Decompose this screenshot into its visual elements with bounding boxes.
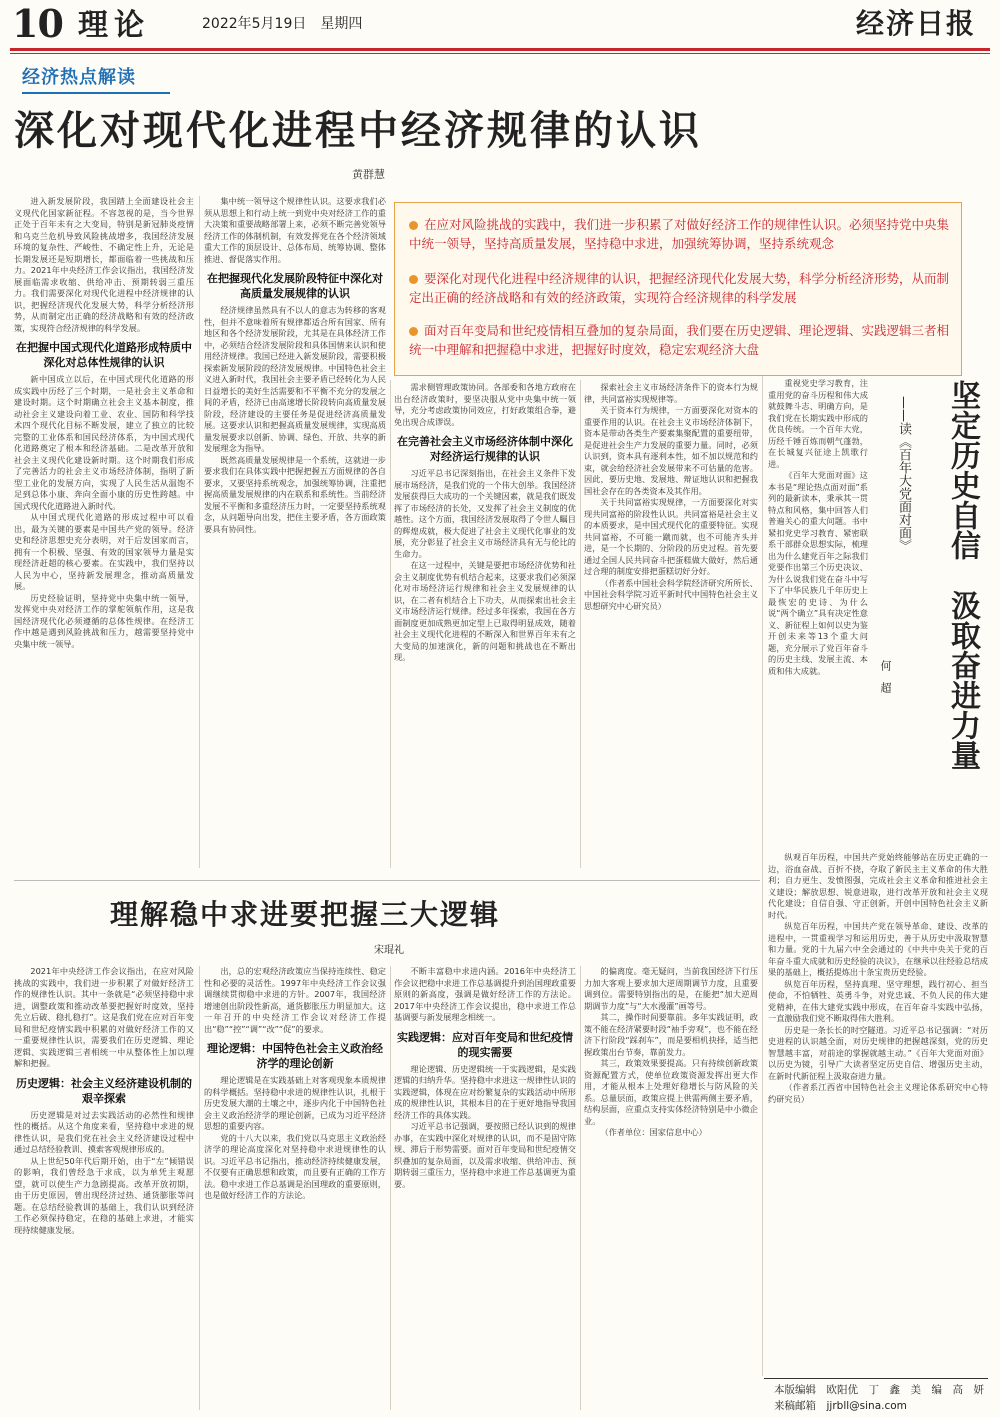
- paragraph: 的偏离度。毫无疑问，当前我国经济下行压力加大客观上要求加大逆周期调节力度，且重要调到位。需要特别指出的是，在能把“加大逆周期调节力度”与“大水漫灌”画等号。: [584, 966, 758, 1011]
- article2-column-2: [204, 966, 386, 1410]
- paragraph: 历史逻辑是对过去实践活动的必然性和规律性的概括。从这个角度来看，坚持稳中求进的规律性认识，是我们党在社会主义经济建设过程中通过总结经验教训、摸索客观规律形成的。: [14, 1109, 194, 1154]
- paragraph: 其二，操作时间要靠前。多年实践证明，政策不能在经济紧要时段“袖手旁观”，也不能在经济下行阶段“踩刹车”，而是要相机抉择，适当把握政策出台节奏，靠前发力。: [584, 1012, 758, 1057]
- paragraph: 经济规律虽然具有不以人的意志为转移的客观性，但并不意味着所有规律都适合所有国家、所有地区和各个经济发展阶段，尤其是在具体经济工作中，必须结合经济发展阶段和具体国情来认识和使用经济规律。我国已经进入新发展阶段，需要积极探索新发展阶段的经济发展规律。中国特色社会主义进入新时代，我国社会主要矛盾已经转化为人民日益增长的美好生活需要和不平衡不充分的发展之间的矛盾，经济已由高速增长阶段转向高质量发展阶段，经济建设的主要任务是促进经济高质量发展。这要求认识和把握高质量发展规律，实现高质量发展要求以创新、协调、绿色、开放、共享的新发展理念为指导。: [204, 305, 386, 453]
- author-note: （作者系江西省中国特色社会主义理论体系研究中心特约研究员）: [768, 1082, 988, 1104]
- subheading: 在完善社会主义市场经济体制中深化对经济运行规律的认识: [397, 435, 573, 463]
- article-author: 宋琨礼: [374, 945, 404, 956]
- paragraph: 既然高质量发展规律是一个系统，这就进一步要求我们在具体实践中把握把握五方面规律的各自要求，又要坚持系统观念，加强统筹协调，注重把握高质量发展规律的内在联系和系统性。当前经济发展不平衡和多重经济压力时，一定要坚持系统观念，从问题导向出发，把住主要矛盾，各方面政策要具有协同性。: [204, 454, 386, 534]
- paragraph: 习近平总书记强调，要按照已经认识到的规律办事，在实践中深化对规律的认识，而不是固守陈规、滞后于形势需要。面对百年变局和世纪疫情交织叠加的复杂局面，以及需求收缩、供给冲击、预期转弱三重压力，坚持稳中求进工作总基调更为重要。: [394, 1121, 576, 1189]
- paragraph: 关于资本行为规律，一方面要深化对资本的重要作用的认识。在社会主义市场经济体制下，资本是带动各类生产要素集聚配置的重要纽带，是促进社会生产力发展的重要力量。同时，必须认识到，资本具有逐利本性，如不加以规范和约束，就会给经济社会发展带来不可估量的危害。因此，要历史地、发展地、辩证地认识和把握我国社会存在的各类资本及其作用。: [584, 405, 758, 496]
- subheading: 在把握现代化发展阶段特征中深化对高质量发展规律的认识: [207, 272, 383, 300]
- paragraph: 不断丰富稳中求进内涵。2016年中央经济工作会议把稳中求进工作总基调提升到治国理政重要原则的新高度，强调是做好经济工作的方法论。2017年中央经济工作会议提出，稳中求进工作总基调要与新发展理念相统一。: [394, 966, 576, 1022]
- column-divider: [580, 966, 581, 1410]
- paragraph: 理论逻辑、历史逻辑统一于实践逻辑，是实践逻辑的归纳升华。坚持稳中求进这一规律性认识的实践逻辑，体现在应对纷繁复杂的实践活动中所形成的规律性认识，其根本目的在于更好地指导我国经济工作的具体实践。: [394, 1063, 576, 1120]
- bullet-icon: [409, 327, 418, 336]
- paragraph: 纵览百年历程，中国共产党在领导革命、建设、改革的进程中，一贯重视学习和运用历史，善于从历史中汲取智慧和力量。党的十九届六中全会通过的《中共中央关于党的百年奋斗重大成就和历史经验的决议》，在继承以往经验总结成果的基础上，概括提炼出十条宝贵历史经验。: [768, 921, 988, 977]
- paragraph: 其三，政策效果要提高。只有持续创新政策资源配置方式，使单位政策资源发挥出更大作用，才能从根本上处理好稳增长与防风险的关系。总量层面，政策应提上供需两侧主要矛盾，结构层面，应重点支持实体经济特别是中小微企业。: [584, 1058, 758, 1126]
- highlight-text: 要深化对现代化进程中经济规律的认识，把握经济现代化发展大势，科学分析经济形势，从而制定出正确的经济战略和有效的经济政策，实现符合经济规律的科学发展: [409, 271, 950, 305]
- newspaper-logo: 经济日报: [855, 7, 976, 40]
- sidebar-subtitle: ——读《百年大党面对面》: [896, 396, 911, 552]
- bullet-icon: [409, 221, 418, 230]
- article2-column-4: [584, 966, 758, 1410]
- paragraph: 历史经验证明，坚持党中央集中统一领导，发挥党中央对经济工作的掌舵领航作用，这是我国经济现代化必须遵循的总体性规律。在经济工作中越是遇到风险挑战和压力，越需要坚持党中央集中统一领导。: [14, 592, 194, 649]
- sidebar-column-bottom: [768, 852, 988, 1376]
- author-note: （作者单位：国家信息中心）: [600, 1127, 707, 1137]
- highlight-text: 面对百年变局和世纪疫情相互叠加的复杂局面，我们要在历史逻辑、理论逻辑、实践逻辑三者相统一中理解和把握稳中求进，把握好时度效，稳定宏观经济大盘: [409, 323, 950, 357]
- sidebar-title: 坚定历史自信 汲取奋进力量: [945, 380, 980, 770]
- article1-column-3: [394, 382, 576, 868]
- paragraph: 党的十八大以来，我们党以马克思主义政治经济学的理论高度深化对坚持稳中求进规律性的认识。习近平总书记指出，推动经济持续健康发展，不仅要有正确思想和政策，而且要有正确的工作方法。稳中求进工作总基调是治国理政的重要原则，也是做好经济工作的方法论。: [204, 1132, 386, 1200]
- column-tag-underline: [22, 92, 170, 94]
- paragraph: 在这一过程中，关键是要把市场经济优势和社会主义制度优势有机结合起来，这要求我们必须深化对市场经济运行规律和社会主义发展规律的认识，在二者有机结合上下功夫，从而探索出社会主义市场经济运行规律。经过多年探索，我国在各方面制度更加成熟更加定型上已取得明显成效，随着社会主义现代化进程的不断深入和世界百年未有之大变局的加速演化，新的问题和挑战也在不断出现。: [394, 560, 576, 662]
- editor-credits: 本版编辑 欧阳优 丁 鑫 美 编 高 妍: [774, 1384, 984, 1396]
- paragraph: 需求侧管理政策协同。各部委和各地方政府在出台经济政策时，要坚决服从党中央集中统一领导，充分考虑政策协同效应，打好政策组合拳，避免出现合成谬误。: [394, 382, 576, 427]
- highlight-2: [409, 269, 949, 307]
- header-rule-thin: [10, 53, 990, 54]
- sidebar-author: 何 超: [879, 660, 892, 693]
- article1-column-2: [204, 196, 386, 868]
- paragraph: 纵览百年历程，坚持真理、坚守理想，践行初心、担当使命，不怕牺牲、英勇斗争，对党忠诚、不负人民的伟大建党精神，在伟大建党实践中形成，在百年奋斗实践中弘扬，一直激励我们党不断取得伟大胜利。: [768, 978, 988, 1023]
- column-divider: [199, 966, 200, 1410]
- highlight-3: [409, 321, 949, 359]
- paragraph: 从中国式现代化道路的形成过程中可以看出，最为关键的要素是中国共产党的领导。经济史和经济思想史充分表明，对于后发国家而言，拥有一个积极、坚强、有效的国家领导力量是实现经济赶超的核心要素。在实践中，我们坚持以人民为中心，坚持新发展理念，推动高质量发展。: [14, 512, 194, 591]
- paragraph: 探索社会主义市场经济条件下的资本行为规律，共同富裕实现规律等。: [584, 382, 758, 404]
- subheading: 历史逻辑：社会主义经济建设机制的艰辛探索: [16, 1076, 192, 1105]
- paragraph: 理论逻辑是在实践基础上对客观现象本质规律的科学概括。坚持稳中求进的规律性认识，扎根于历史发展大潮的土壤之中，逐步内化于中国特色社会主义政治经济学的理论创新，已成为习近平经济思想的重要内容。: [204, 1075, 386, 1131]
- footer-rule: [764, 1378, 988, 1379]
- article-title: 深化对现代化进程中经济规律的认识: [14, 107, 702, 154]
- paragraph: 2021年中央经济工作会议指出，在应对风险挑战的实践中，我们进一步积累了对做好经济工作的规律性认识。其中一条就是“必须坚持稳中求进，调整政策和推动改革要把握好时度效，坚持先立后破、稳扎稳打”。这是我们党在应对百年变局和世纪疫情实践中积累的对做好经济工作的又一重要规律性认识，需要我们在历史逻辑、理论逻辑、实践逻辑三者相统一中从整体性上加以理解和把握。: [14, 966, 194, 1068]
- paragraph: 从上世纪50年代后期开始，由于“左”倾错误的影响，我们曾经急于求成，以为单凭主观愿望，就可以使生产力急剧提高。改革开放初期，由于历史原因，曾出现经济过热、通货膨胀等问题。在总结经验教训的基础上，我们认识到经济工作必须保持稳定，在稳的基础上求进，才能实现持续健康发展。: [14, 1155, 194, 1235]
- header-rule: [10, 48, 990, 51]
- contact-email[interactable]: 来稿邮箱 jjrbll@sina.com: [774, 1400, 907, 1412]
- paragraph: 历史是一条长长的时空隧道。习近平总书记强调：“对历史进程的认识越全面，对历史规律的把握越深刻，党的历史智慧越丰富，对前途的掌握就越主动。”《百年大党面对面》以历史为镜，引导广大读者坚定历史自信、增强历史主动，在新时代新征程上汲取奋进力量。: [768, 1024, 988, 1081]
- paragraph: 习近平总书记深刻指出，在社会主义条件下发展市场经济，是我们党的一个伟大创举。我国经济发展获得巨大成功的一个关键因素，就是我们既发挥了市场经济的长处，又发挥了社会主义制度的优越性。这个方面，我国经济发展取得了令世人瞩目的辉煌成就，极大促进了社会主义现代化事业的发展，充分彰显了社会主义市场经济具有无与伦比的生命力。: [394, 468, 576, 559]
- article1-column-1: [14, 196, 194, 868]
- column-tag: 经济热点解读: [22, 67, 136, 88]
- subheading: 理论逻辑：中国特色社会主义政治经济学的理论创新: [207, 1042, 383, 1070]
- sidebar-column-top: [768, 378, 868, 848]
- highlights-box: [394, 202, 962, 376]
- article2-column-3: [394, 966, 576, 1410]
- article-title: 理解稳中求进要把握三大逻辑: [110, 898, 501, 931]
- column-divider: [390, 966, 391, 1410]
- section-name: 理论: [78, 8, 150, 43]
- article1-column-4: [584, 382, 758, 868]
- author-note: （作者系中国社会科学院经济研究所所长、中国社会科学院习近平新时代中国特色社会主义思想研究中心研究员）: [584, 577, 758, 611]
- subheading: 在把握中国式现代化道路形成特质中深化对总体性规律的认识: [16, 341, 192, 369]
- highlight-1: [409, 215, 949, 253]
- paragraph: 《百年大党面对面》这本书是“理论热点面对面”系列的最新读本，秉承其一贯特点和风格，集中回答人们普遍关心的重大问题。书中紧扣党史学习教育、紧密联系干部群众思想实际，梳理出为什么建党百年之际我们党要作出第三个历史决议、为什么说我们党在奋斗中写下了中华民族几千年历史上最恢宏的史诗、为什么说“两个确立”具有决定性意义、新征程上如何以史为鉴开创未来等13个重大问题，充分展示了党百年奋斗的历史主线、发展主流、本质和伟大成就。: [768, 470, 868, 676]
- column-divider: [580, 380, 581, 868]
- paragraph: 集中统一领导这个规律性认识。这要求我们必须从思想上和行动上统一到党中央对经济工作的重大决策和重要战略部署上来，必须不断完善党领导经济工作的体制机制，有效发挥党在各个经济领域重大工作的顶层设计、总体布局、统筹协调、整体推进、督促落实作用。: [204, 196, 386, 264]
- column-divider: [390, 380, 391, 868]
- subheading: 实践逻辑：应对百年变局和世纪疫情的现实需要: [397, 1030, 573, 1059]
- highlight-text: 在应对风险挑战的实践中，我们进一步积累了对做好经济工作的规律性认识。必须坚持党中央集中统一领导，坚持高质量发展，坚持稳中求进，加强统筹协调，坚持系统观念: [409, 217, 950, 251]
- column-divider: [199, 196, 200, 868]
- article2-column-1: [14, 966, 194, 1410]
- article-divider: [14, 880, 760, 881]
- issue-date: 2022年5月19日 星期四: [202, 16, 363, 32]
- column-divider: [762, 376, 763, 1376]
- bullet-icon: [409, 275, 418, 284]
- paragraph: 进入新发展阶段，我国踏上全面建设社会主义现代化国家新征程。不容忽视的是，当今世界正处于百年未有之大变局，特别是新冠肺炎疫情和乌克兰危机导致风险挑战增多，我国经济发展环境的复杂性、严峻性、不确定性上升，无论是长期发展还是短期增长，都面临着一些挑战和压力。2021年中央经济工作会议指出，我国经济发展面临需求收缩、供给冲击、预期转弱三重压力。我们需要深化对现代化进程中经济规律的认识，把握经济现代化发展大势，科学分析经济形势，从而制定出正确的经济战略和有效的经济政策，实现符合经济规律的科学发展。: [14, 196, 194, 333]
- page-number: 10: [12, 1, 63, 46]
- paragraph: 重视党史学习教育，注重用党的奋斗历程和伟大成就鼓舞斗志、明确方向，是我们党在长期实践中形成的优良传统。一个百年大党，历经千锤百炼而朝气蓬勃，在长城复兴征途上凯歌行进。: [768, 378, 868, 469]
- paragraph: 新中国成立以后，在中国式现代化道路的形成实践中历经了三个时期，一是社会主义革命和建设时期。这个时期确立社会主义基本制度，推动社会主义建设向着工业、农业、国防和科学技术四个现代化目标不断发展，建立了独立的比较完整的工业体系和国民经济体系，为中国式现代化道路奠定了根本和经济基础。二是改革开放和社会主义现代化建设新时期。这个时期我们形成了完善活力的社会主义市场经济体制，指明了新型工业化的发展方向，实现了人民生活从温饱不足到总体小康、奔向全面小康的历史性跨越。中国式现代化道路进入新时代。: [14, 374, 194, 511]
- paragraph: 出，总的宏观经济政策应当保持连续性、稳定性和必要的灵活性。1997年中央经济工作会议强调继续贯彻稳中求进的方针。2007年，我国经济增速创出阶段性新高，通货膨胀压力明显加大。这一年召开的中央经济工作会议对经济工作提出“稳”“控”“调”“改”“促”的要求。: [204, 966, 386, 1034]
- paragraph: 关于共同富裕实现规律，一方面要深化对实现共同富裕的阶段性认识。共同富裕是社会主义的本质要求，是中国式现代化的重要特征。实现共同富裕，不可能一蹴而就，也不可能齐头并进，是一个长期的、分阶段的历史过程。首先要通过全国人民共同奋斗把蛋糕做大做好，然后通过合理的制度安排把蛋糕切好分好。: [584, 497, 758, 576]
- article-author: 黄群慧: [352, 168, 385, 181]
- paragraph: 纵观百年历程，中国共产党始终能够站在历史正确的一边，浴血奋战、百折不挠，夺取了新民主主义革命的伟大胜利；自力更生、发愤图强，完成社会主义革命和推进社会主义建设；解放思想、锐意进取，进行改革开放和社会主义现代化建设；自信自强、守正创新，开创中国特色社会主义新时代。: [768, 852, 988, 920]
